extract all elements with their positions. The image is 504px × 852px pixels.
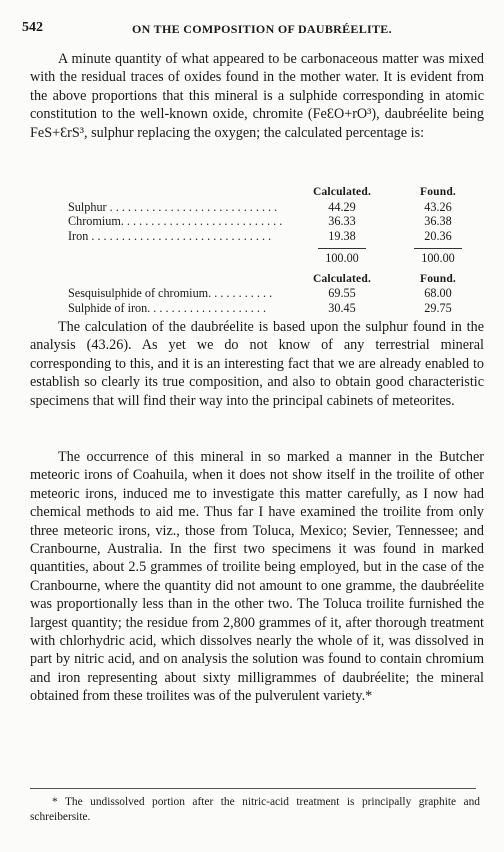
table2-header-calculated: Calculated. <box>312 272 372 285</box>
footnote: * The undissolved portion after the nitric-acid treatment is principally graphite and schreibersite. <box>30 796 480 823</box>
paragraph-calculation: The calculation of the daubréelite is based upon the sulphur found in the analysis (43.26). As yet we do not know of any terrestrial mineral corresponding to this, and it is an interesting fact that we are already enabled to establish so clearly its true composition, and also to obtain good characteristic specimens that will find their way into the principal cabinets of meteorites. <box>30 319 484 409</box>
paragraph-occurrence: The occurrence of this mineral in so marked a manner in the Butcher meteoric irons of Coahuila, when it does not show itself in the troilite of other meteoric irons, induced me to investigate this matter carefully, as I now had chemical methods to aid me. Thus far I have examined the troilite from only three meteoric irons, viz., those from Toluca, Mexico; Sevier, Tennessee; and Cranbourne, Australia. In the first two specimens it was found in marked quantities, about 2.5 grammes of troilite being employed, but in the case of the Cranbourne, where the quantity did not amount to one gramme, the daubréelite was proportionally less than in the other two. The Toluca troilite furnished the largest quantity; the residue from 2,800 grammes of it, after thorough treatment with chlorhydric acid, which dissolves nearly the whole of it, was dissolved in part by nitric acid, and on analysis the solution was found to contain chromium and iron representing about sixty milligrammes of daubréelite; the mineral obtained from these troilites was of the pulverulent variety.* <box>30 449 484 705</box>
row-found: 43.26 <box>424 199 452 214</box>
paragraph-intro: A minute quantity of what appeared to be carbonaceous matter was mixed with the residual traces of oxides found in the mother water. It is evident from the above proportions that this mineral is a sulphide corresponding in atomic constitution to the well-known oxide, chromite (FeƐO+rO³), daubréelite being FeS+ƐrS³, sulphur replacing the oxygen; the calculated percentage is: <box>30 51 484 141</box>
footnote-divider <box>30 788 476 789</box>
table-row <box>68 229 486 244</box>
row-calculated: 44.29 <box>328 199 356 214</box>
table1-header-calculated: Calculated. <box>312 186 372 198</box>
row-label: Sesquisulphide of chromium. . . . . . . . . . . <box>68 286 273 300</box>
row-label: Chromium. . . . . . . . . . . . . . . . . . . . . . . . . . . <box>68 214 283 228</box>
table-row <box>68 301 486 316</box>
row-found: 36.38 <box>424 214 452 228</box>
table2-header-found: Found. <box>419 272 457 285</box>
page-header <box>22 20 478 40</box>
table1-header-row <box>68 185 486 200</box>
total-rule-found <box>414 248 462 249</box>
row-found: 29.75 <box>424 300 452 315</box>
table1-total-row <box>68 251 486 266</box>
running-title: ON THE COMPOSITION OF DAUBRÉELITE. <box>132 22 392 36</box>
total-rule-calculated <box>318 248 366 249</box>
row-calculated: 30.45 <box>328 300 356 315</box>
row-label: Sulphur . . . . . . . . . . . . . . . . . . . . . . . . . . . . <box>68 199 278 214</box>
total-found: 100.00 <box>421 251 455 265</box>
table-row <box>68 214 486 229</box>
row-calculated: 69.55 <box>328 286 356 300</box>
row-label: Iron . . . . . . . . . . . . . . . . . . . . . . . . . . . . . . <box>68 228 272 243</box>
page-number: 542 <box>22 20 43 35</box>
row-found: 20.36 <box>424 228 452 243</box>
table2-header-row <box>68 272 486 287</box>
total-calculated: 100.00 <box>325 251 359 265</box>
table-row <box>68 286 486 301</box>
row-calculated: 36.33 <box>328 214 356 228</box>
table-row <box>68 200 486 215</box>
percentage-table <box>68 185 486 315</box>
table1-header-found: Found. <box>419 186 457 198</box>
row-label: Sulphide of iron. . . . . . . . . . . . . . . . . . . . <box>68 300 267 315</box>
row-calculated: 19.38 <box>328 228 356 243</box>
row-found: 68.00 <box>424 286 452 300</box>
